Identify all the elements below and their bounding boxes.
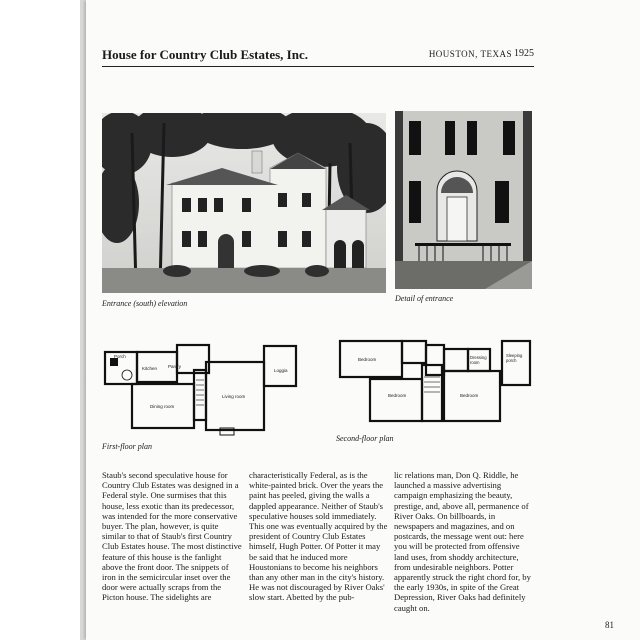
room-label-bedroom-3: Bedroom: [460, 393, 479, 398]
caption-second-floor: Second-floor plan: [336, 434, 394, 443]
body-column-1: Staub's second speculative house for Country Club Estates was designed in a Federal style. One surmises that this house, less exotic than its predecessor, was intended for the more conservative buyer. The plan, however, is quite similar to that of Staub's first Country Club Estates house. The most distinctive feature of this house is the fanlight above the front door. The snippets of iron in the semicircular inset over the door were actually scraps from the Picton house. The sidelights are: [102, 470, 242, 603]
house-illustration: [102, 113, 386, 293]
body-column-2: characteristically Federal, as is the white-painted brick. Over the years the paint has peeled, giving the walls a dappled appearance. Neither of Staub's speculative houses sold immediately. This one was eventually acquired by the president of Country Club Estates himself, Hugh Potter. Of Potter it may be said that he induced more Houstonians to become his neighbors than any other man in the city's history. He was not discouraged by River Oaks' slow start. Abetted by the pub-: [249, 470, 388, 603]
page-title: House for Country Club Estates, Inc.: [102, 47, 308, 62]
room-label-loggia: Loggia: [274, 368, 288, 373]
room-label-porch: Porch: [114, 354, 126, 359]
header-location: HOUSTON, TEXAS: [428, 49, 512, 59]
room-label-bedroom-1: Bedroom: [358, 357, 377, 362]
room-label-pantry: Pantry: [168, 364, 182, 369]
caption-south-elevation: Entrance (south) elevation: [102, 299, 188, 308]
second-floor-plan: [336, 335, 536, 427]
caption-first-floor: First-floor plan: [102, 442, 153, 451]
entrance-detail-photo: [395, 111, 532, 289]
room-label-kitchen: Kitchen: [142, 366, 158, 371]
caption-entrance-detail: Detail of entrance: [395, 294, 454, 303]
first-floor-plan: [102, 340, 302, 440]
room-label-dressing: Dressing room: [470, 355, 487, 365]
room-label-dining: Dining room: [150, 404, 175, 409]
entrance-illustration: [395, 111, 532, 289]
body-column-3: lic relations man, Don Q. Riddle, he launched a massive advertising campaign emphasizing the beauty, prestige, and, above all, permanence of River Oaks. On billboards, in newspapers and magazines, and on postcards, the message went out: here you will be protected from offensive land uses, from shoddy architecture, from undesirable neighbors. Potter apparently struck the right chord for, by the early 1930s, in spite of the Great Depression, River Oaks had definitely caught on.: [394, 470, 531, 613]
room-label-living: Living room: [222, 394, 246, 399]
page-number: 81: [605, 620, 614, 630]
south-elevation-photo: [102, 113, 386, 293]
page-header: [102, 44, 534, 67]
room-label-sleeping-porch: Sleeping porch: [506, 353, 523, 363]
header-year: 1925: [514, 48, 534, 59]
room-label-bedroom-2: Bedroom: [388, 393, 407, 398]
